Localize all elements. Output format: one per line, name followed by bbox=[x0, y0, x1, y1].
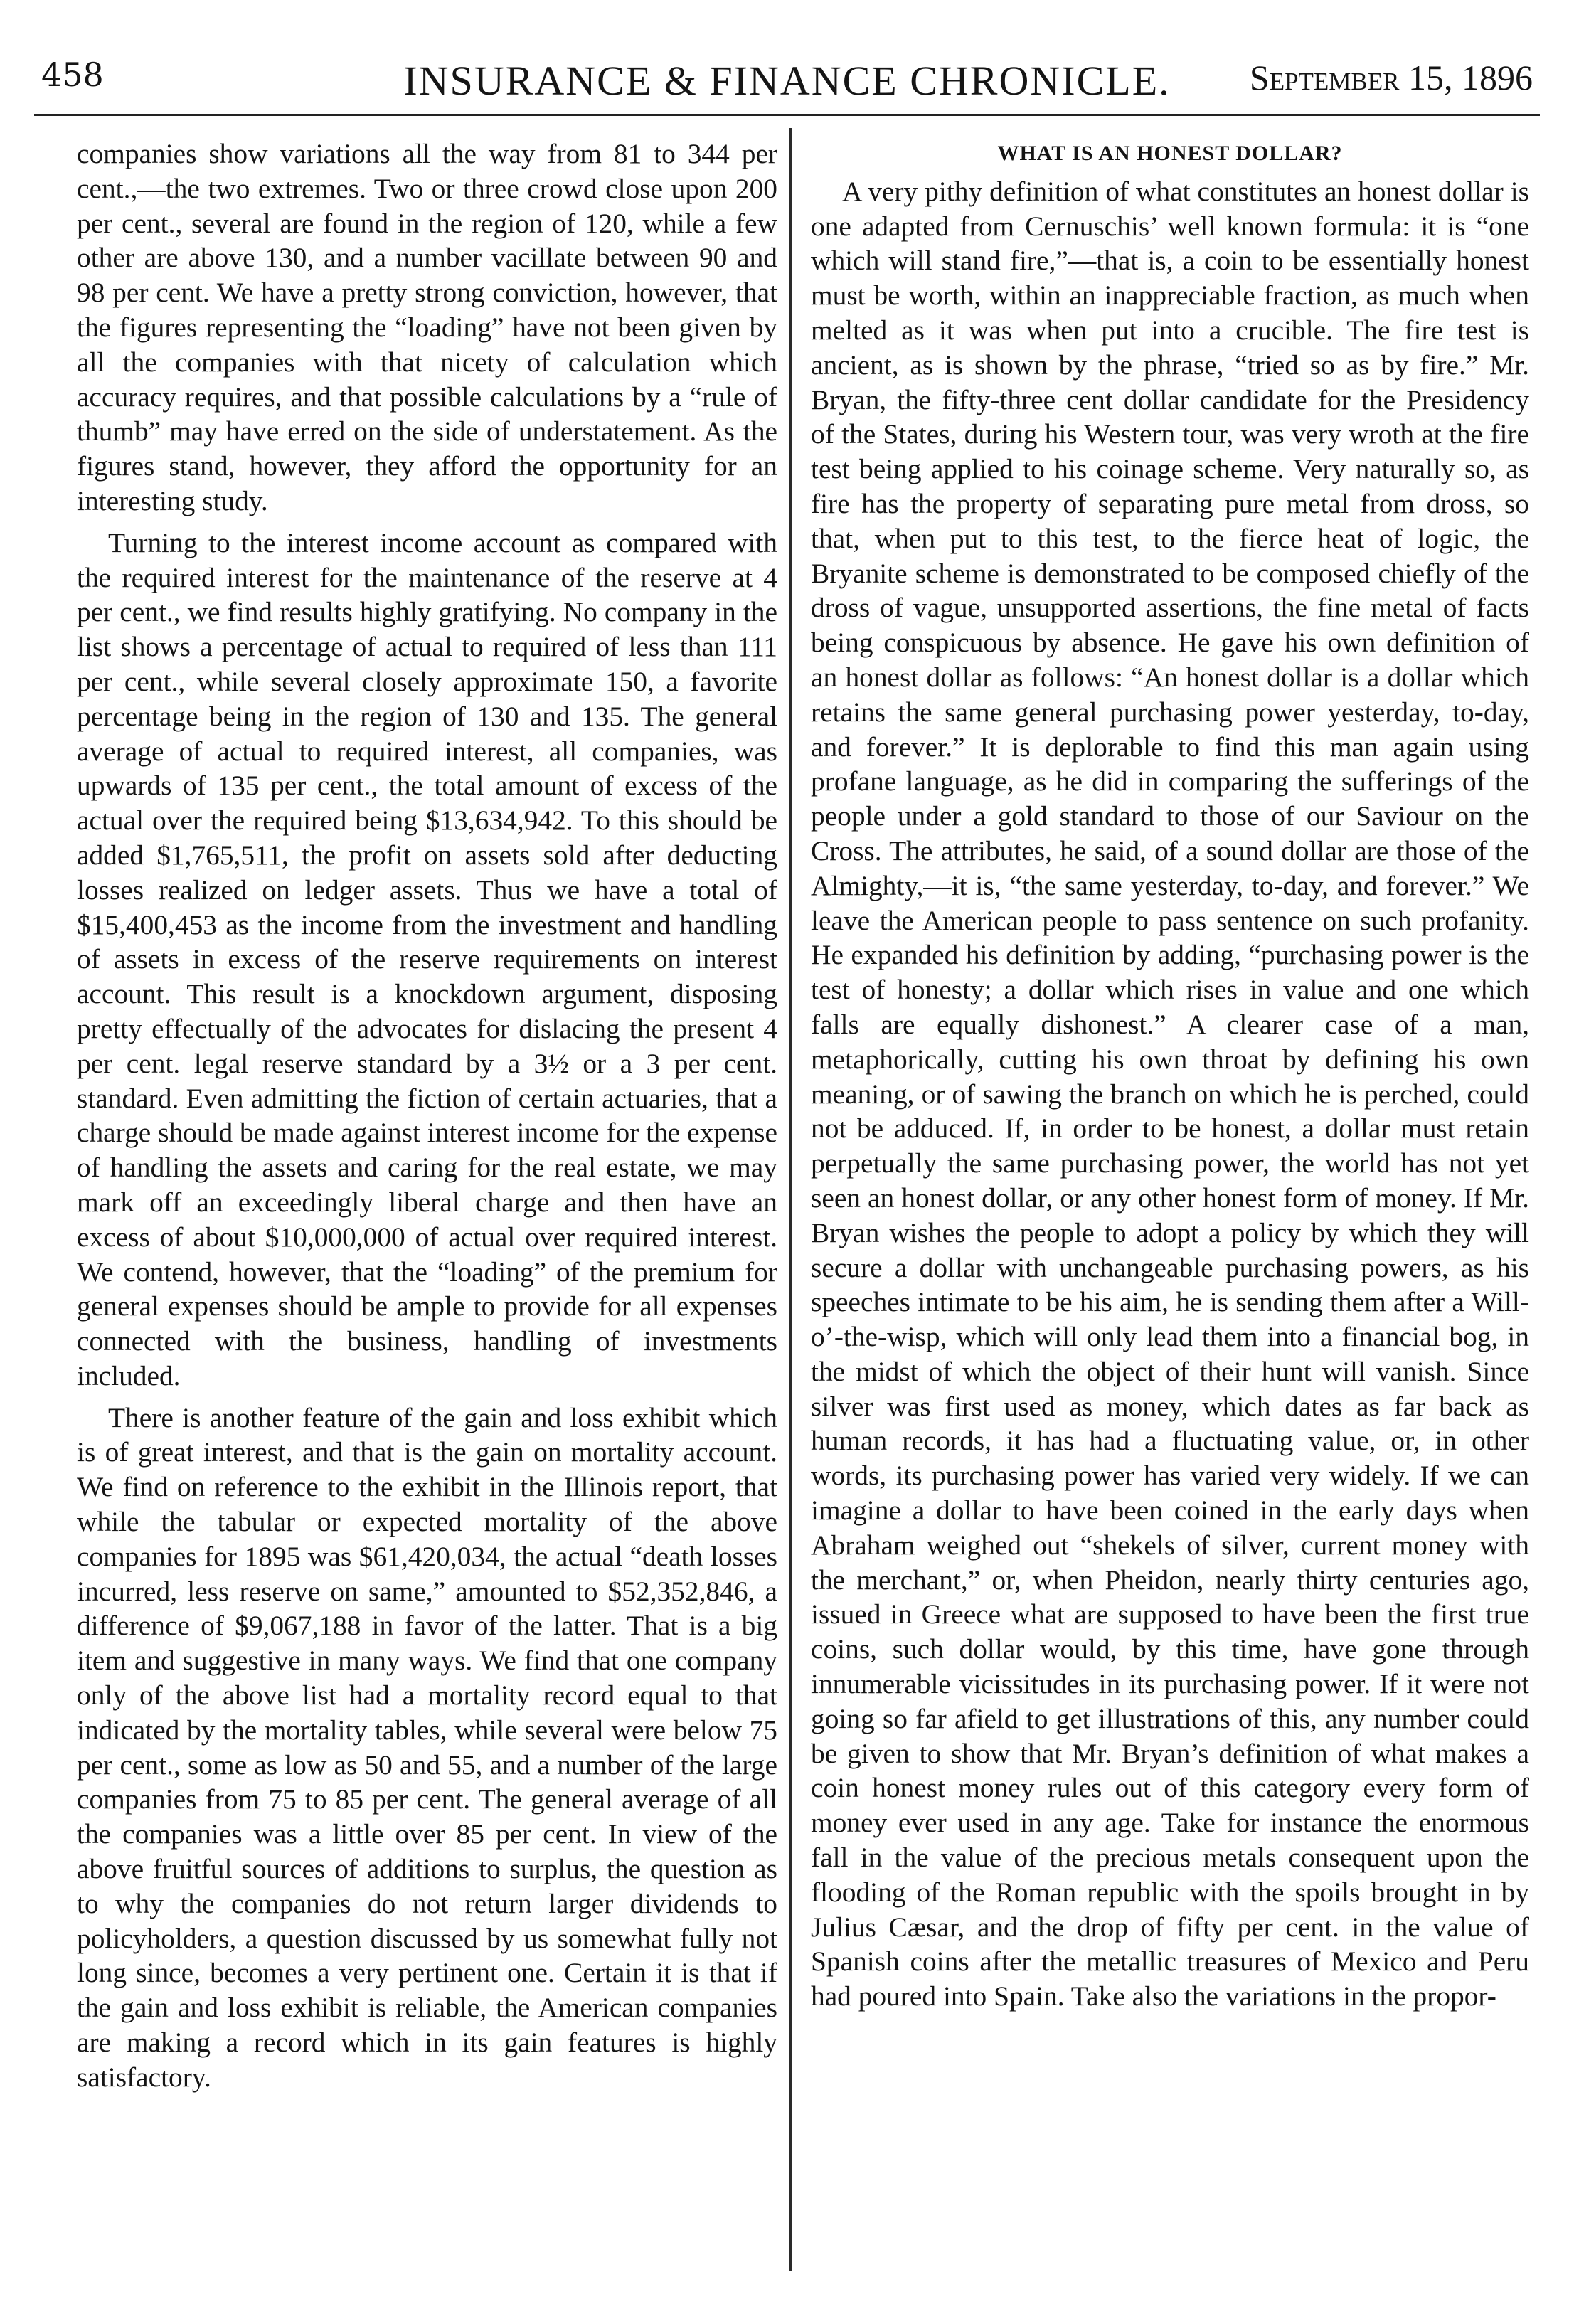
right-column bbox=[811, 137, 1529, 2014]
publication-title: INSURANCE & FINANCE CHRONICLE. bbox=[403, 58, 1171, 104]
left-column bbox=[77, 137, 777, 2095]
article-paragraph: companies show variations all the way from 81 to 344 per cent.,—the two extremes. Two or three crowd close upon 200 per cent., several are found in the region of 120, while a few other are above 130, and a number vacillate between 90 and 98 per cent. We have a pretty strong conviction, however, that the figures representing the “loading” have not been given by all the companies with that nicety of calculation which accuracy requires, and that possible calculations by a “rule of thumb” may have erred on the side of understatement. As the figures stand, however, they afford the opportunity for an interesting study. bbox=[77, 138, 777, 516]
header-rule bbox=[34, 114, 1540, 116]
article-paragraph: Turning to the interest income account as compared with the required interest for the maintenance of the reserve at 4 per cent., we find results highly gratifying. No company in the list shows a percentage of actual to required of less than 111 per cent., while several closely approximate 150, a favorite percentage being in the region of 130 and 135. The general average of actual to required interest, all companies, was upwards of 135 per cent., the total amount of excess of the actual over the required being $13,634,942. To this should be added $1,765,511, the profit on assets sold after deducting losses realized on ledger assets. Thus we have a total of $15,400,453 as the income from the investment and handling of assets in excess of the reserve requirements on interest account. This result is a knockdown argument, disposing pretty effectually of the advocates for dislacing the present 4 per cent. legal reserve standard by a 3½ or a 3 per cent. standard. Even admitting the fiction of certain actuaries, that a charge should be made against interest income for the expense of handling the assets and caring for the real estate, we may mark off an exceedingly liberal charge and then have an excess of about $10,000,000 of actual over required interest. We contend, however, that the “loading” of the premium for general expenses should be ample to provide for all expenses connected with the business, handling of investments included. bbox=[77, 526, 777, 1391]
column-divider bbox=[789, 128, 792, 2271]
article-heading: WHAT IS AN HONEST DOLLAR? bbox=[997, 142, 1343, 165]
article-paragraph: A very pithy definition of what constitutes an honest dollar is one adapted from Cernuschis’ well known formula: it is “one which will stand fire,”—that is, a coin to be essentially honest must be worth, within an inappreciable fraction, as much when melted as it was when put into a crucible. The fire test is ancient, as is shown by the phrase, “tried so as by fire.” Mr. Bryan, the fifty-three cent dollar candidate for the Presidency of the States, during his Western tour, was very wroth at the fire test being applied to his coinage scheme. Very naturally so, as fire has the property of separating pure metal from dross, so that, when put to this test, to the fierce heat of logic, the Bryanite scheme is demonstrated to be composed chiefly of the dross of vague, unsupported assertions, the fine metal of facts being conspicuous by absence. He gave his own definition of an honest dollar as follows: “An honest dollar is a dollar which retains the same general purchasing power yesterday, to-day, and forever.” It is deplorable to find this man again using profane language, as he did in comparing the sufferings of the people under a gold standard to those of our Saviour on the Cross. The attributes, he said, of a sound dollar are those of the Almighty,—it is, “the same yesterday, to-day, and forever.” We leave the American people to pass sentence on such profanity. He expanded his definition by adding, “purchasing power is the test of honesty; a dollar which rises in value and one which falls are equally dishonest.” A clearer case of a man, metaphorically, cutting his own throat by defining his own meaning, or of sawing the branch on which he is perched, could not be adduced. If, in order to be honest, a dollar must retain perpetually the same purchasing power, the world has not yet seen an honest dollar, or any other honest form of money. If Mr. Bryan wishes the people to adopt a policy by which they will secure a dollar with unchangeable purchasing powers, as his speeches intimate to be his aim, he is sending them after a Will-o’-the-wisp, which will only lead them into a financial bog, in the midst of which the object of their hunt will vanish. Since silver was first used as money, which dates as far back as human records, it has had a fluctuating value, or, in other words, its purchasing power has varied very widely. If we can imagine a dollar to have been coined in the early days when Abraham weighed out “shekels of silver, current money with the merchant,” or, when Pheidon, nearly thirty centuries ago, issued in Greece what are supposed to have been the first true coins, such dollar would, by this time, have gone through innumerable vicissitudes in its purchasing power. If it were not going so far afield to get illustrations of this, any number could be given to show that Mr. Bryan’s definition of what makes a coin honest money rules out of this category every form of money ever used in any age. Take for instance the enormous fall in the value of the precious metals consequent upon the flooding of the Roman republic with the spoils brought in by Julius Cæsar, and the drop of fifty per cent. in the value of Spanish coins after the metallic treasures of Mexico and Peru had poured into Spain. Take also the variations in the propor- bbox=[811, 175, 1529, 2012]
article-paragraph: There is another feature of the gain and loss exhibit which is of great interest, and that is the gain on mortality account. We find on reference to the exhibit in the Illinois report, that while the tabular or expected mortality of the above companies for 1895 was $61,420,034, the actual “death losses incurred, less reserve on same,” amounted to $52,352,846, a difference of $9,067,188 in favor of the latter. That is a big item and suggestive in many ways. We find that one company only of the above list had a mortality record equal to that indicated by the mortality tables, while several were below 75 per cent., some as low as 50 and 55, and a number of the large companies from 75 to 85 per cent. The general average of all the companies was a little over 85 per cent. In view of the above fruitful sources of additions to surplus, the question as to why the companies do not return larger dividends to policyholders, a question discussed by us somewhat fully not long since, becomes a very pertinent one. Certain it is that if the gain and loss exhibit is reliable, the American companies are making a record which in its gain features is highly satisfactory. bbox=[77, 1401, 777, 2093]
page-header bbox=[34, 55, 1540, 105]
issue-date: September 15, 1896 bbox=[1249, 58, 1533, 97]
page-number: 458 bbox=[41, 55, 104, 94]
